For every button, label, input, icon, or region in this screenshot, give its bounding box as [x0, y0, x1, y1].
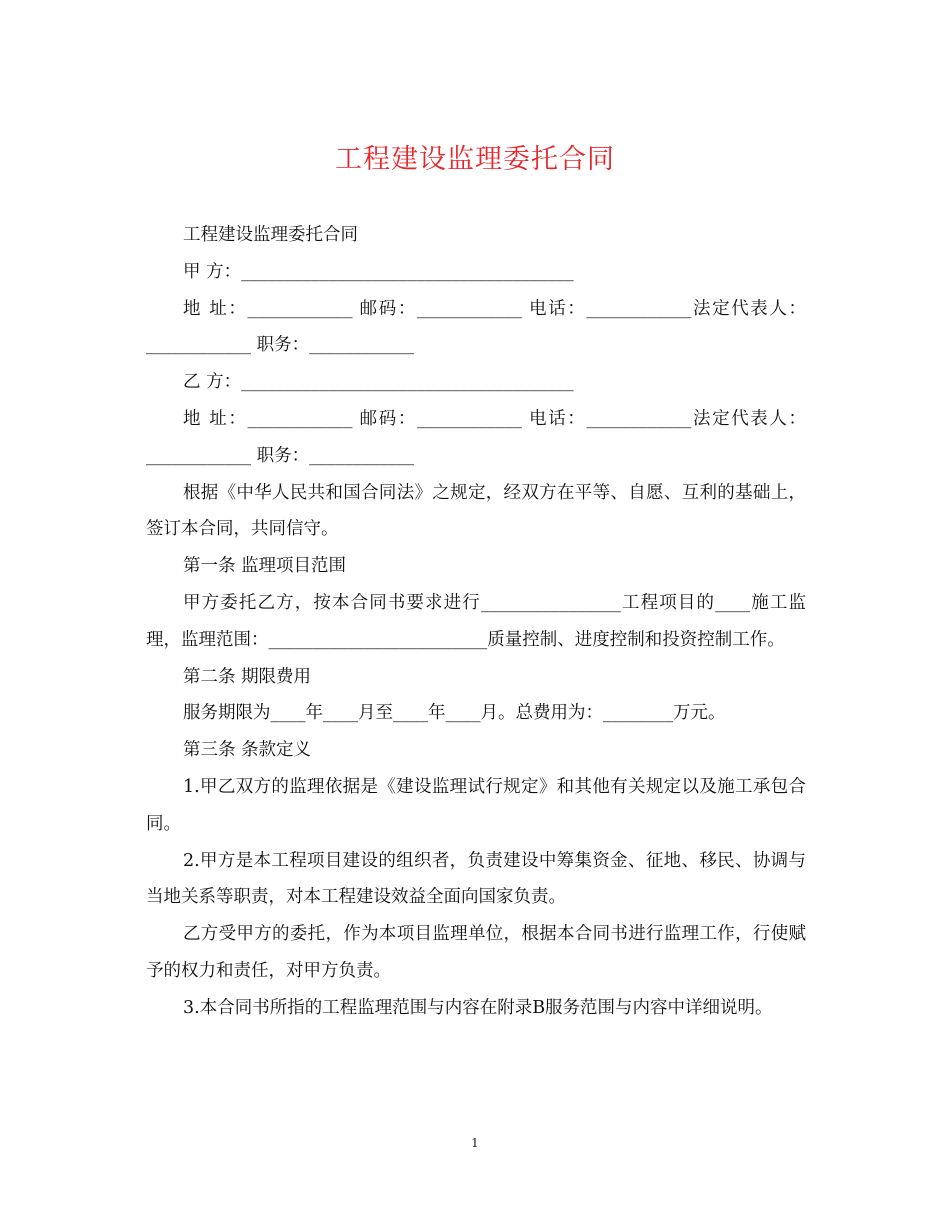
paragraph-clause-1: 1.甲乙双方的监理依据是《建设监理试行规定》和其他有关规定以及施工承包合同。 — [146, 776, 806, 834]
paragraph-article-2: 服务期限为____年____月至____年____月。总费用为：________万元。 — [183, 703, 726, 724]
paragraph-clause-2: 2.甲方是本工程项目建设的组织者，负责建设中筹集资金、征地、移民、协调与当地关系等职责，对本工程建设效益全面向国家负责。 — [146, 850, 806, 908]
paragraph-preamble: 根据《中华人民共和国合同法》之规定，经双方在平等、自愿、互利的基础上，签订本合同，共同信守。 — [146, 482, 806, 540]
heading-article-3: 第三条 条款定义 — [183, 740, 312, 761]
paragraph-subtitle: 工程建设监理委托合同 — [183, 225, 358, 245]
document-title: 工程建设监理委托合同 — [335, 144, 615, 175]
heading-article-2: 第二条 期限费用 — [183, 666, 312, 687]
paragraph-party-a-details: 地 址：____________ 邮码：____________ 电话：____________法定代表人：____________ 职务：____________ — [146, 298, 806, 356]
paragraph-party-a: 甲 方：______________________________________ — [183, 261, 574, 282]
paragraph-party-b-details: 地 址：____________ 邮码：____________ 电话：____________法定代表人：____________ 职务：____________ — [146, 408, 806, 466]
paragraph-party-b: 乙 方：______________________________________ — [183, 372, 574, 393]
paragraph-clause-2-cont: 乙方受甲方的委托，作为本项目监理单位，根据本合同书进行监理工作，行使赋予的权力和责任，对甲方负责。 — [146, 924, 806, 981]
paragraph-clause-3: 3.本合同书所指的工程监理范围与内容在附录B服务范围与内容中详细说明。 — [183, 997, 773, 1018]
paragraph-article-1: 甲方委托乙方，按本合同书要求进行________________工程项目的____施工监理，监理范围：_________________________质量控制、进度控制和投资控制工作。 — [146, 592, 806, 650]
document-body — [146, 217, 806, 1027]
heading-article-1: 第一条 监理项目范围 — [183, 556, 347, 577]
page-number: 1 — [471, 1136, 479, 1150]
